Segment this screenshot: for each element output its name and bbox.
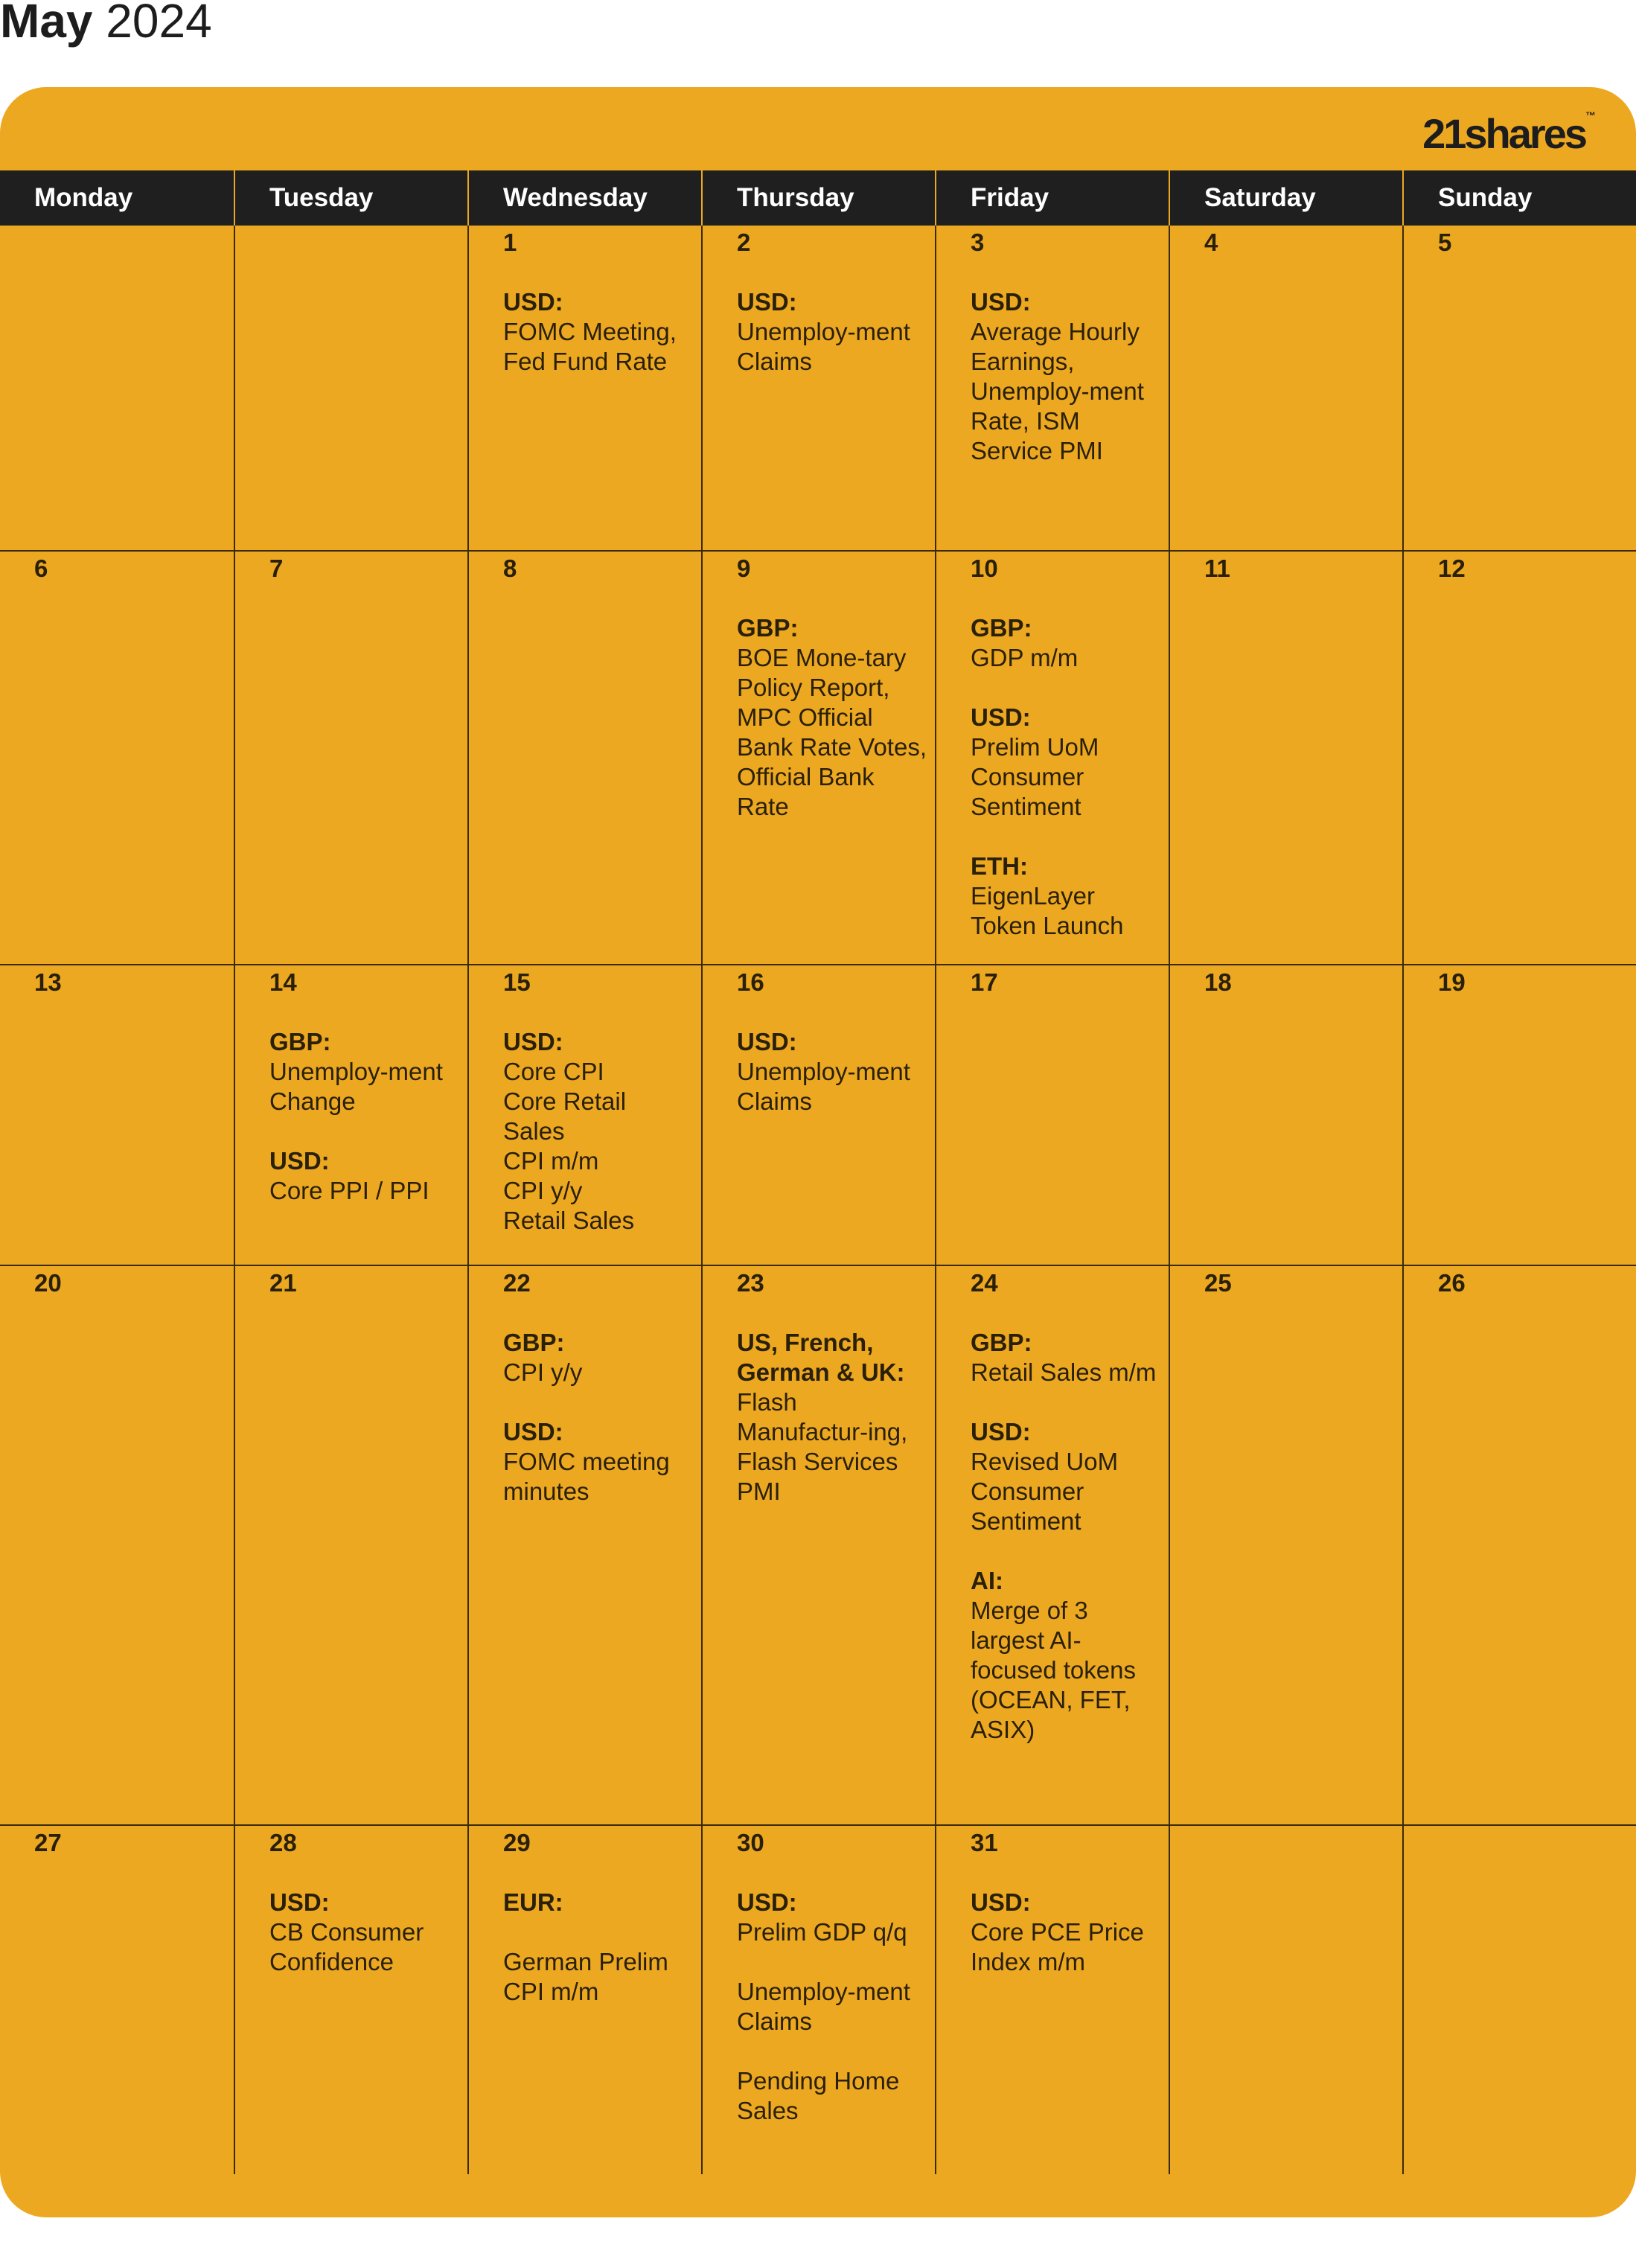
day-cell [0,1265,234,1824]
event-item: Flash Manufactur-ing, Flash Services PMI [737,1388,908,1505]
event-item: CB Consumer Confidence [269,1918,424,1975]
day-number: 4 [1204,229,1218,256]
event-currency: GBP: [503,1329,565,1356]
day-cell [234,226,467,550]
weekday-thursday: Thursday [701,170,935,226]
event-group [503,1417,694,1507]
event-currency: ETH: [971,852,1028,880]
event-group [737,287,927,377]
day-number: 16 [737,968,764,996]
day-cell [1402,1824,1636,2174]
day-number: 22 [503,1269,531,1297]
event-group [503,1328,694,1387]
day-number: 29 [503,1829,531,1856]
day-number: 12 [1438,555,1466,582]
day-cell [467,550,701,964]
day-cell [701,1265,935,1824]
event-group [503,287,694,377]
event-group [737,613,927,822]
brand-logo [1422,109,1596,158]
event-item: CPI y/y [503,1358,583,1386]
event-item: CPI m/m [503,1147,599,1175]
event-group [971,703,1161,822]
day-cell [0,964,234,1265]
day-number: 8 [503,555,517,582]
day-number: 20 [34,1269,62,1297]
title-year: 2024 [106,0,212,48]
event-group [971,287,1161,466]
day-cell [935,226,1169,550]
day-cell [1402,964,1636,1265]
weekday-saturday: Saturday [1169,170,1402,226]
event-currency: USD: [503,1418,563,1446]
day-number: 3 [971,229,985,256]
day-cell [467,964,701,1265]
day-cell [1169,550,1402,964]
day-cell [467,1265,701,1824]
day-cell [1169,964,1402,1265]
event-item: Core Retail Sales [503,1087,627,1145]
event-item: Unemploy-ment Claims [737,1058,910,1115]
event-currency: USD: [971,288,1031,316]
day-cell [1169,1824,1402,2174]
event-item: Pending Home Sales [737,2067,900,2124]
event-item: Prelim GDP q/q [737,1918,907,1946]
brand-logo-tm: ™ [1585,109,1596,121]
event-item: CPI y/y [503,1177,583,1204]
day-number: 11 [1204,555,1230,582]
day-cell [701,1824,935,2174]
event-currency: GBP: [971,614,1032,642]
event-group [971,1417,1161,1536]
brand-logo-text: 21shares [1422,110,1585,157]
day-number: 1 [503,229,517,256]
day-number: 14 [269,968,297,996]
day-cell [0,1824,234,2174]
day-cell [0,226,234,550]
event-item: Core PPI / PPI [269,1177,429,1204]
event-group [971,852,1161,941]
weekday-wednesday: Wednesday [467,170,701,226]
day-number: 2 [737,229,751,256]
calendar-card [0,87,1636,2217]
event-group [971,1888,1161,1977]
day-cell [701,550,935,964]
day-cell [935,964,1169,1265]
day-cell [935,1824,1169,2174]
event-item: Prelim UoM Consumer Sentiment [971,733,1099,820]
day-cell [701,964,935,1265]
event-currency: USD: [971,1888,1031,1916]
day-cell [701,226,935,550]
event-currency: GBP: [971,1329,1032,1356]
title-month: May [0,0,93,48]
event-group [737,1328,927,1507]
day-number: 19 [1438,968,1466,996]
day-cell [1169,1265,1402,1824]
event-currency: USD: [269,1147,330,1175]
day-number: 5 [1438,229,1452,256]
event-group [971,1566,1161,1745]
weekday-friday: Friday [935,170,1169,226]
day-number: 24 [971,1269,998,1297]
day-number: 26 [1438,1269,1466,1297]
event-group [503,1027,694,1236]
event-item: Average Hourly Earnings, Unemploy-ment Rate, ISM Service PMI [971,318,1144,464]
event-group [971,613,1161,673]
day-number: 6 [34,555,48,582]
day-cell [234,964,467,1265]
event-item: Unemploy-ment Claims [737,318,910,375]
day-number: 23 [737,1269,764,1297]
weekday-header [0,170,1636,226]
event-currency: US, French, German & UK: [737,1329,905,1386]
day-number: 28 [269,1829,297,1856]
event-currency: USD: [737,1028,797,1055]
day-cell [1402,1265,1636,1824]
event-currency: GBP: [269,1028,331,1055]
day-number: 7 [269,555,284,582]
event-item: GDP m/m [971,644,1079,671]
day-number: 25 [1204,1269,1232,1297]
weekday-tuesday: Tuesday [234,170,467,226]
event-group [503,1888,694,2007]
event-item: German Prelim CPI m/m [503,1948,668,2005]
day-number: 10 [971,555,998,582]
day-cell [1402,226,1636,550]
day-cell [935,550,1169,964]
event-item: BOE Mone-tary Policy Report, MPC Official Bank Rate Votes, Official Bank Rate [737,644,927,820]
event-currency: USD: [971,1418,1031,1446]
day-cell [0,550,234,964]
day-cell [467,1824,701,2174]
day-number: 18 [1204,968,1232,996]
event-item: Core PCE Price Index m/m [971,1918,1144,1975]
event-group [737,1027,927,1117]
event-group [971,1328,1161,1387]
event-group [269,1888,460,1977]
day-number: 15 [503,968,531,996]
day-number: 27 [34,1829,62,1856]
event-currency: USD: [737,288,797,316]
event-currency: USD: [737,1888,797,1916]
event-currency: EUR: [503,1888,563,1916]
day-number: 30 [737,1829,764,1856]
event-item: Unemploy-ment Change [269,1058,443,1115]
event-item: EigenLayer Token Launch [971,882,1124,939]
event-currency: AI: [971,1567,1003,1594]
day-cell [234,1824,467,2174]
event-item: Merge of 3 largest AI-focused tokens (OCEAN, FET, ASIX) [971,1597,1136,1743]
event-group [269,1027,460,1117]
event-group [269,1146,460,1206]
day-number: 13 [34,968,62,996]
day-number: 31 [971,1829,998,1856]
day-cell [1169,226,1402,550]
event-group [737,1888,927,2126]
event-item: FOMC Meeting, Fed Fund Rate [503,318,677,375]
event-currency: USD: [503,288,563,316]
weekday-monday: Monday [34,183,133,212]
event-item: FOMC meeting minutes [503,1448,670,1505]
event-currency: GBP: [737,614,799,642]
event-item: Retail Sales m/m [971,1358,1157,1386]
event-item: Unemploy-ment Claims [737,1978,910,2035]
calendar-grid [0,226,1636,2174]
event-currency: USD: [971,703,1031,731]
event-currency: USD: [269,1888,330,1916]
day-number: 17 [971,968,998,996]
event-currency: USD: [503,1028,563,1055]
day-cell [467,226,701,550]
day-number: 21 [269,1269,297,1297]
day-cell [1402,550,1636,964]
page-title [0,0,212,51]
day-cell [234,550,467,964]
event-item: Revised UoM Consumer Sentiment [971,1448,1119,1535]
day-cell [234,1265,467,1824]
day-cell [935,1265,1169,1824]
day-number: 9 [737,555,751,582]
event-item: Core CPI [503,1058,604,1085]
event-item: Retail Sales [503,1207,635,1234]
weekday-sunday: Sunday [1402,170,1636,226]
